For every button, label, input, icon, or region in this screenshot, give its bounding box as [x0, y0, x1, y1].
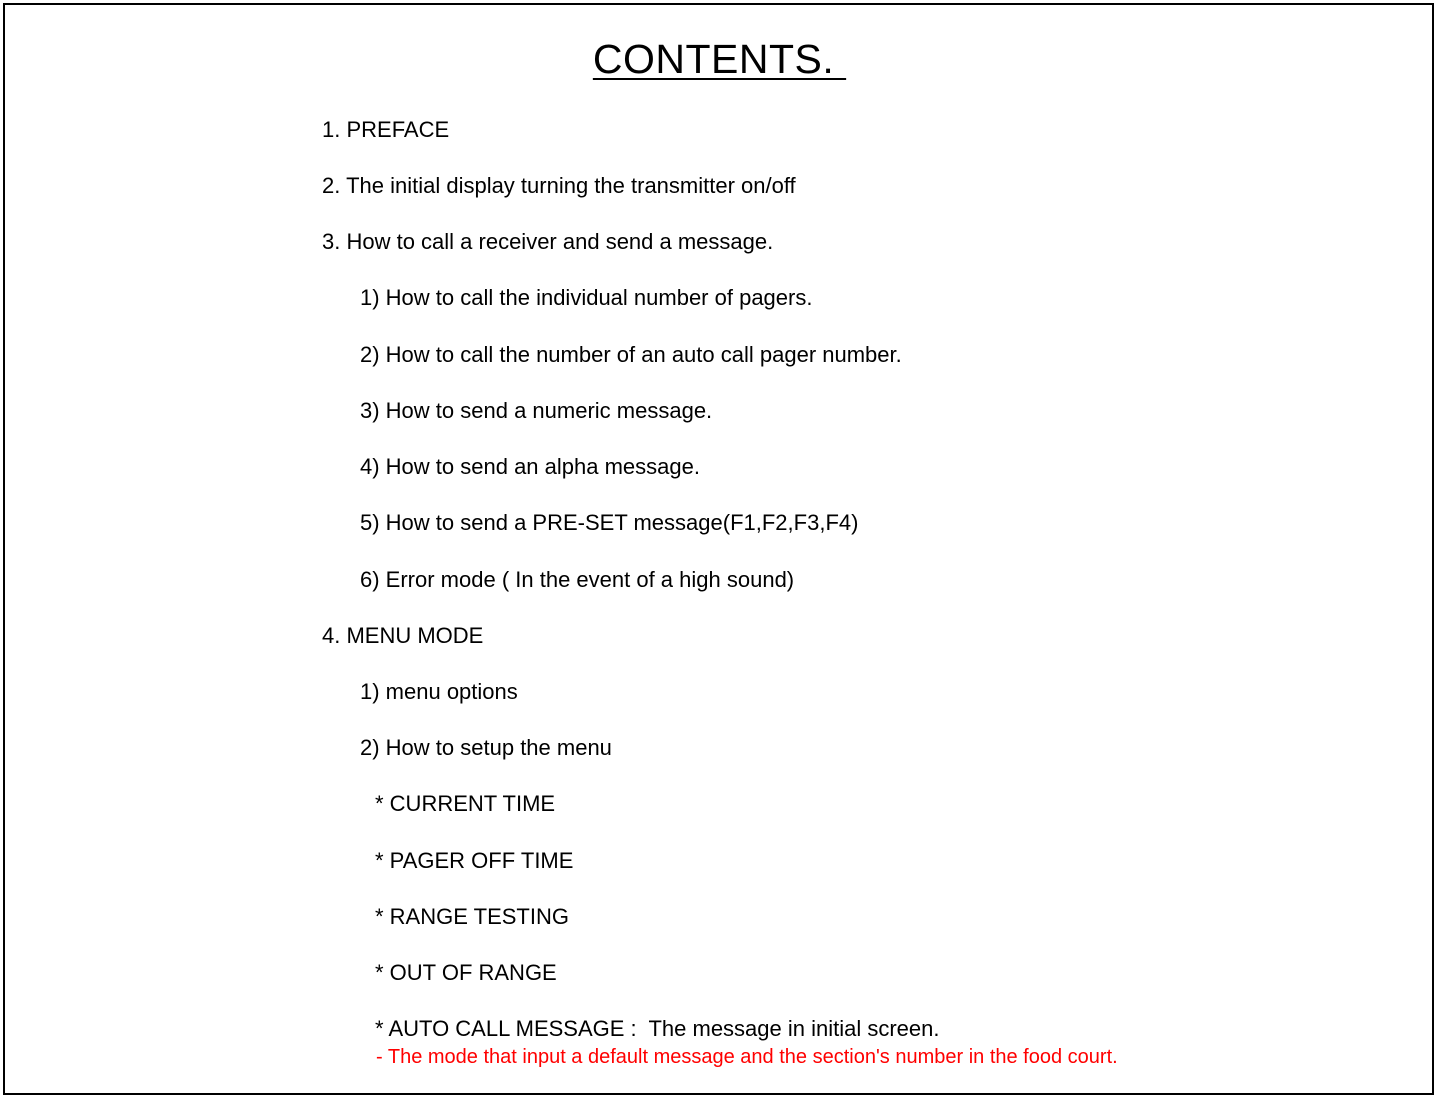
auto-call-note: - The mode that input a default message and the section's number in the food court.	[376, 1046, 1118, 1068]
toc-entry-out-of-range: * OUT OF RANGE	[375, 960, 557, 985]
page-title	[0, 34, 1439, 84]
toc-entry-current-time: * CURRENT TIME	[375, 791, 556, 816]
toc-entry-send-numeric: 3) How to send a numeric message.	[360, 398, 713, 423]
toc-entry-send-alpha: 4) How to send an alpha message.	[360, 454, 700, 479]
toc-entry-pager-off-time: * PAGER OFF TIME	[375, 848, 574, 873]
toc-entry-range-testing: * RANGE TESTING	[375, 904, 569, 929]
toc-entry-initial-display: 2. The initial display turning the transmitter on/off	[322, 173, 796, 198]
toc-entry-call-receiver: 3. How to call a receiver and send a message.	[322, 229, 774, 254]
toc-entry-auto-call-message: * AUTO CALL MESSAGE : The message in initial screen.	[375, 1016, 940, 1041]
page-border	[3, 3, 1434, 1095]
toc-entry-menu-options: 1) menu options	[360, 679, 518, 704]
toc-entry-preface: 1. PREFACE	[322, 117, 450, 142]
toc-entry-error-mode: 6) Error mode ( In the event of a high sound)	[360, 567, 795, 592]
toc-entry-send-preset: 5) How to send a PRE-SET message(F1,F2,F3,F4)	[360, 510, 859, 535]
toc-entry-call-individual: 1) How to call the individual number of pagers.	[360, 285, 813, 310]
toc-entry-call-auto: 2) How to call the number of an auto call pager number.	[360, 342, 902, 367]
toc-entry-setup-menu: 2) How to setup the menu	[360, 735, 612, 760]
toc-entry-menu-mode: 4. MENU MODE	[322, 623, 484, 648]
title-text: CONTENTS.	[592, 36, 847, 82]
